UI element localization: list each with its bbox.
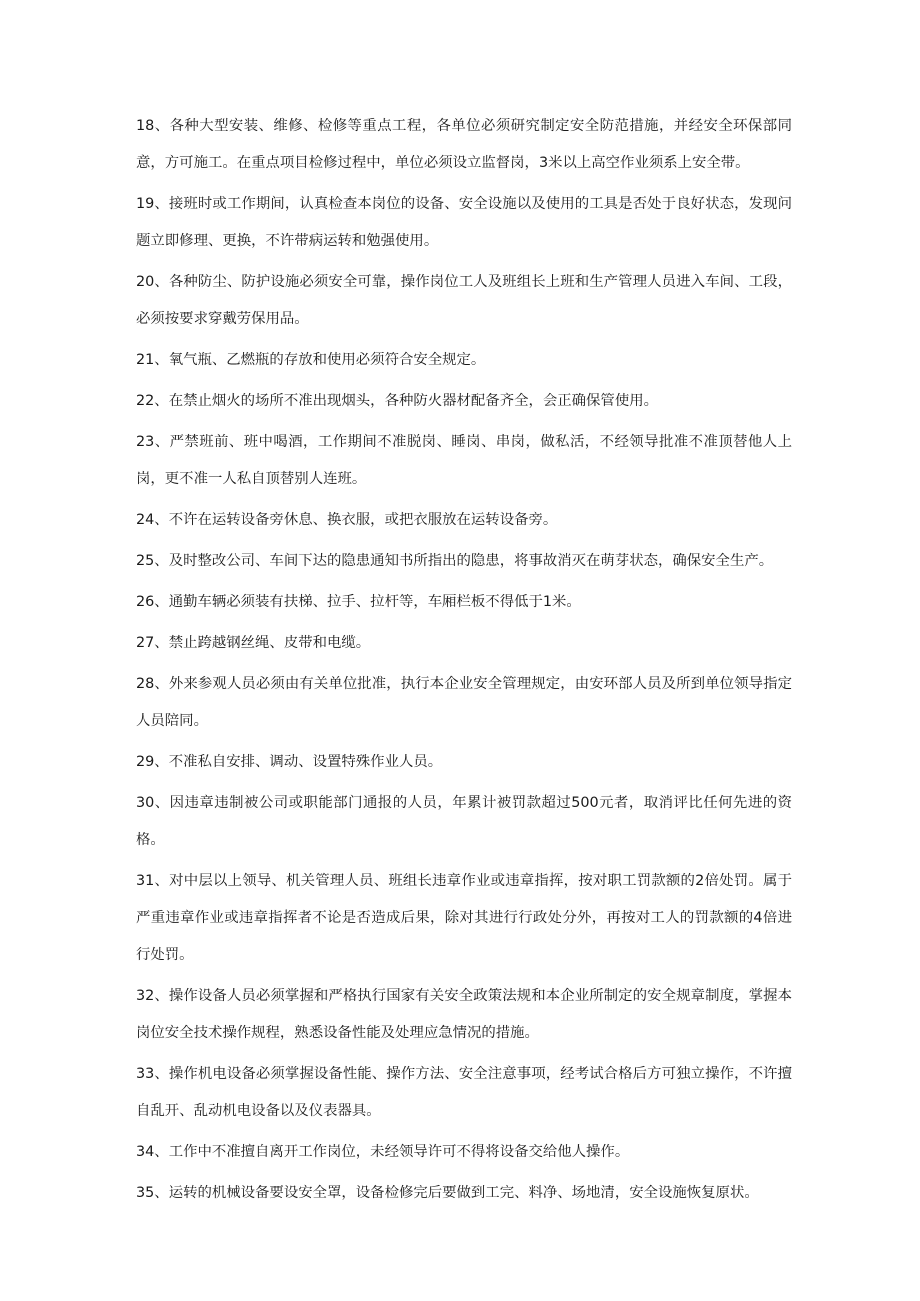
rule-item-21: 21、氧气瓶、乙燃瓶的存放和使用必须符合安全规定。 bbox=[136, 352, 486, 368]
rule-item-25: 25、及时整改公司、车间下达的隐患通知书所指出的隐患，将事故消灭在萌芽状态，确保安全生产。 bbox=[136, 553, 774, 569]
rule-item-28: 28、外来参观人员必须由有关单位批准，执行本企业安全管理规定，由安环部人员及所到单位领导指定人员陪同。 bbox=[136, 676, 792, 729]
document-body bbox=[136, 108, 792, 1216]
rule-item-33: 33、操作机电设备必须掌握设备性能、操作方法、安全注意事项，经考试合格后方可独立操作，不许擅自乱开、乱动机电设备以及仪表器具。 bbox=[136, 1066, 792, 1119]
rule-item-31: 31、对中层以上领导、机关管理人员、班组长违章作业或违章指挥，按对职工罚款额的2倍处罚。属于严重违章作业或违章指挥者不论是否造成后果，除对其进行行政处分外，再按对工人的罚款额的4倍进行处罚。 bbox=[136, 873, 792, 963]
rule-item-20: 20、各种防尘、防护设施必须安全可靠，操作岗位工人及班组长上班和生产管理人员进入车间、工段，必须按要求穿戴劳保用品。 bbox=[136, 274, 792, 327]
rule-item-32: 32、操作设备人员必须掌握和严格执行国家有关安全政策法规和本企业所制定的安全规章制度，掌握本岗位安全技术操作规程，熟悉设备性能及处理应急情况的措施。 bbox=[136, 988, 792, 1041]
rule-item-18: 18、各种大型安装、维修、检修等重点工程，各单位必须研究制定安全防范措施，并经安全环保部同意，方可施工。在重点项目检修过程中，单位必须设立监督岗，3米以上高空作业须系上安全带。 bbox=[136, 118, 792, 171]
rule-item-23: 23、严禁班前、班中喝酒，工作期间不准脱岗、睡岗、串岗，做私活，不经领导批准不准顶替他人上岗，更不准一人私自顶替别人连班。 bbox=[136, 434, 792, 487]
rule-item-22: 22、在禁止烟火的场所不准出现烟头，各种防火器材配备齐全，会正确保管使用。 bbox=[136, 393, 658, 409]
rule-item-26: 26、通勤车辆必须装有扶梯、拉手、拉杆等，车厢栏板不得低于1米。 bbox=[136, 594, 581, 610]
rule-item-30: 30、因违章违制被公司或职能部门通报的人员，年累计被罚款超过500元者，取消评比任何先进的资格。 bbox=[136, 795, 792, 848]
rule-item-34: 34、工作中不准擅自离开工作岗位，未经领导许可不得将设备交给他人操作。 bbox=[136, 1144, 630, 1160]
rule-item-35: 35、运转的机械设备要设安全罩，设备检修完后要做到工完、料净、场地清，安全设施恢复原状。 bbox=[136, 1185, 759, 1201]
rule-item-29: 29、不准私自安排、调动、设置特殊作业人员。 bbox=[136, 754, 443, 770]
rule-item-27: 27、禁止跨越钢丝绳、皮带和电缆。 bbox=[136, 635, 371, 651]
rule-item-24: 24、不许在运转设备旁休息、换衣服，或把衣服放在运转设备旁。 bbox=[136, 512, 558, 528]
rule-item-19: 19、接班时或工作期间，认真检查本岗位的设备、安全设施以及使用的工具是否处于良好状态，发现问题立即修理、更换，不许带病运转和勉强使用。 bbox=[136, 196, 792, 249]
